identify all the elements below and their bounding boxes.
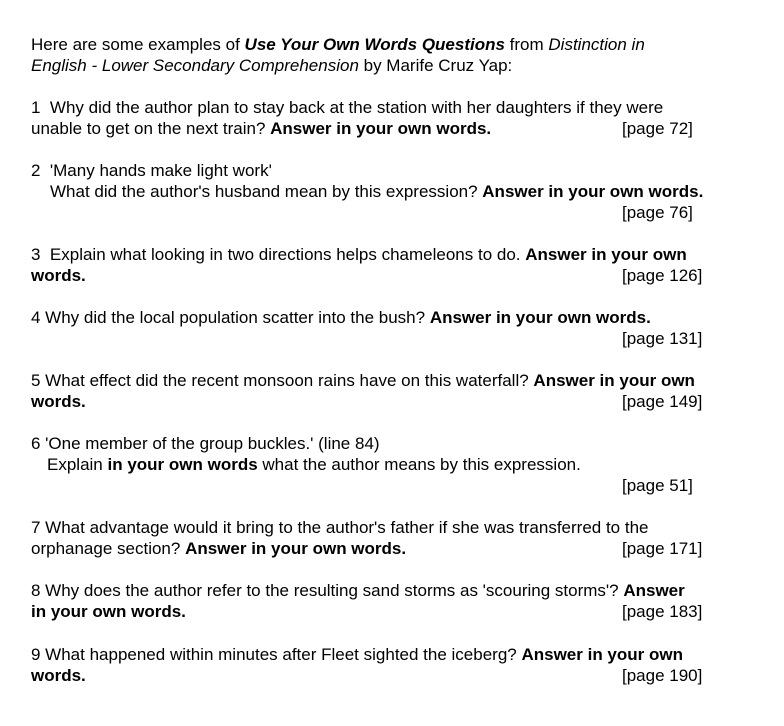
question-6-line-1: 6 'One member of the group buckles.' (line 84): [31, 434, 380, 453]
book-title: Distinction in: [548, 35, 645, 54]
question-7-line-1: 7 What advantage would it bring to the author's father if she was transferred to the: [31, 518, 649, 537]
page-reference: [page 190]: [622, 666, 703, 685]
page-reference: [page 183]: [622, 602, 703, 621]
instruction-text: Answer in your own words.: [185, 539, 407, 558]
question-1-line-1: 1 Why did the author plan to stay back at the station with her daughters if they were: [31, 98, 664, 117]
question-5-line-2: words.: [31, 392, 86, 411]
page-reference: [page 76]: [622, 203, 693, 222]
question-text: 5 What effect did the recent monsoon rains have on this waterfall?: [31, 371, 534, 390]
page-reference: [page 126]: [622, 266, 703, 285]
question-2-line-2: [50, 181, 703, 202]
question-8-line-1: [31, 580, 685, 601]
page-reference: [page 131]: [622, 329, 703, 348]
question-text: What did the author's husband mean by this expression?: [50, 182, 483, 201]
instruction-text: Answer in your own words.: [270, 119, 492, 138]
page-reference: [page 171]: [622, 539, 703, 558]
instruction-text: Answer in your own: [533, 371, 695, 390]
question-text: orphanage section?: [31, 539, 186, 558]
question-3-line-2: words.: [31, 266, 86, 285]
question-text: what the author means by this expression.: [257, 455, 581, 474]
intro-text: by Marife Cruz Yap:: [358, 56, 513, 75]
instruction-text: Answer in your own words.: [429, 308, 651, 327]
question-text: 4 Why did the local population scatter into the bush?: [31, 308, 430, 327]
question-text: 9 What happened within minutes after Fleet sighted the iceberg?: [31, 645, 522, 664]
question-text: unable to get on the next train?: [31, 119, 271, 138]
intro-text: from: [504, 35, 549, 54]
instruction-text: Answer in your own words.: [482, 182, 704, 201]
question-4-line-1: [31, 307, 651, 328]
question-1-line-2: [31, 118, 491, 139]
question-6-line-2: [47, 454, 581, 475]
question-3-line-1: [31, 244, 687, 265]
page-reference: [page 149]: [622, 392, 703, 411]
question-5-line-1: [31, 370, 695, 391]
intro-line-2: [31, 55, 512, 76]
question-text: 3 Explain what looking in two directions helps chameleons to do.: [31, 245, 526, 264]
instruction-text: Answer in your own: [525, 245, 687, 264]
intro-text: Here are some examples of: [31, 35, 245, 54]
instruction-text: Answer: [623, 581, 685, 600]
instruction-text: Answer in your own: [521, 645, 683, 664]
question-text: Explain: [47, 455, 108, 474]
question-8-line-2: in your own words.: [31, 602, 186, 621]
book-title: English - Lower Secondary Comprehension: [31, 56, 359, 75]
question-2-line-1: 2 'Many hands make light work': [31, 161, 272, 180]
intro-emphasis: Use Your Own Words Questions: [244, 35, 505, 54]
page-reference: [page 51]: [622, 476, 693, 495]
question-7-line-2: [31, 538, 406, 559]
question-9-line-1: [31, 644, 683, 665]
page-reference: [page 72]: [622, 119, 693, 138]
intro-line-1: [31, 34, 645, 55]
question-text: 8 Why does the author refer to the resulting sand storms as 'scouring storms'?: [31, 581, 624, 600]
question-9-line-2: words.: [31, 666, 86, 685]
instruction-text: in your own words: [107, 455, 258, 474]
